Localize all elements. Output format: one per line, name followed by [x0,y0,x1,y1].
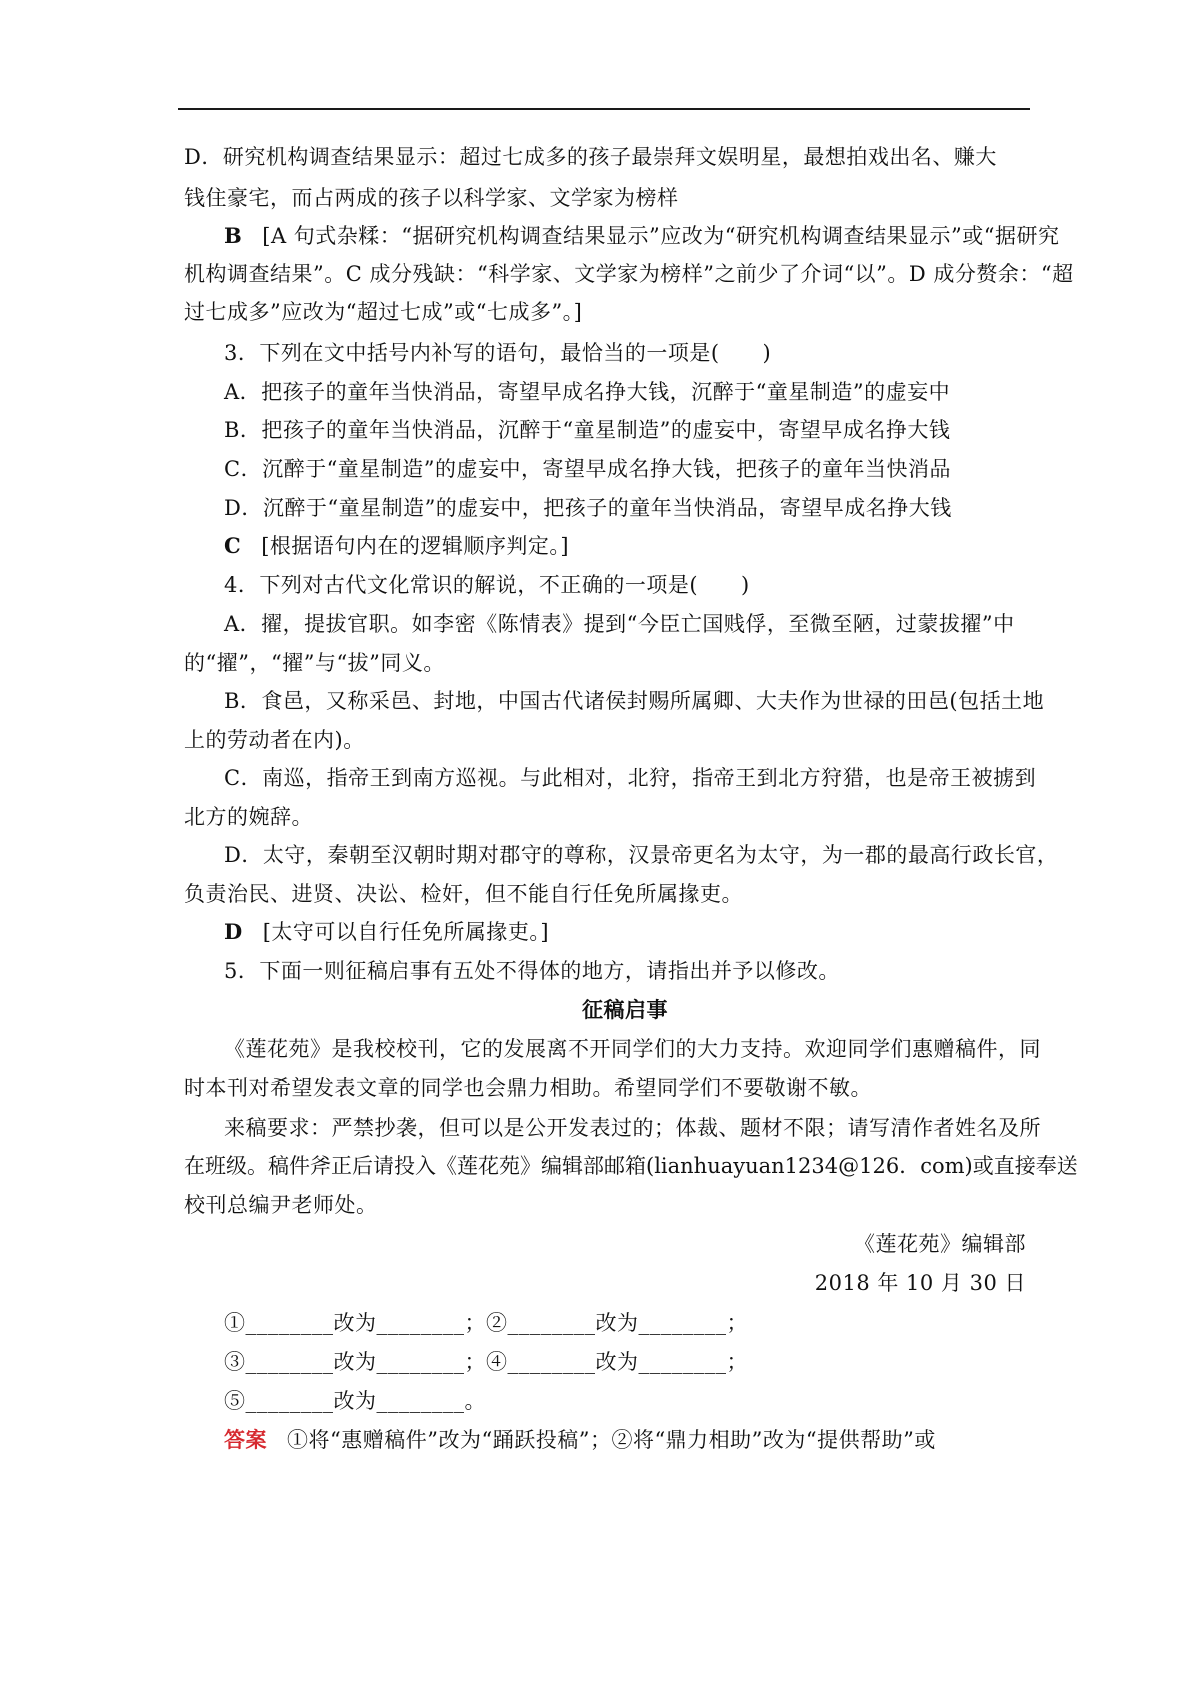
answer-4-text: [太守可以自行任免所属掾吏。] [262,920,550,944]
answer-4 [224,918,1034,946]
question-3-option-d: D．沉醉于“童星制造”的虚妄中，把孩子的童年当快消品，寄望早成名挣大钱 [224,496,952,520]
answer-3-letter: C [224,533,242,558]
question-5: 5．下面一则征稿启事有五处不得体的地方，请指出并予以修改。 [224,959,840,983]
header-rule [178,108,1030,110]
answer-2-line-3: 过七成多”应改为“超过七成”或“七成多”。] [184,300,583,324]
notice-title: 征稿启事 [582,997,668,1022]
answer-4-letter: D [224,919,243,944]
question-4-option-c-line-1: C．南巡，指帝王到南方巡视。与此相对，北狩，指帝王到北方狩猎，也是帝王被掳到 [224,766,1037,790]
answer-5 [224,1426,1034,1454]
question-3-option-c: C．沉醉于“童星制造”的虚妄中，寄望早成名挣大钱，把孩子的童年当快消品 [224,457,952,481]
answer-5-text: ①将“惠赠稿件”改为“踊跃投稿”；②将“鼎力相助”改为“提供帮助”或 [287,1428,936,1452]
question-4-option-b-line-1: B．食邑，又称采邑、封地，中国古代诸侯封赐所属卿、大夫作为世禄的田邑(包括土地 [224,689,1045,713]
answer-label: 答案 [224,1427,267,1452]
notice-para-2-line-3: 校刊总编尹老师处。 [184,1193,378,1217]
question-4-option-d-line-2: 负责治民、进贤、决讼、检奸，但不能自行任免所属掾吏。 [184,882,743,906]
notice-date: 2018 年 10 月 30 日 [814,1271,1026,1295]
question-4-option-c-line-2: 北方的婉辞。 [184,805,313,829]
answer-2-line-1 [224,222,1060,250]
notice-para-2-line-1: 来稿要求：严禁抄袭，但可以是公开发表过的；体裁、题材不限；请写清作者姓名及所 [224,1116,1041,1140]
notice-para-1-line-2: 时本刊对希望发表文章的同学也会鼎力相助。希望同学们不要敬谢不敏。 [184,1076,872,1100]
question-4-option-a-line-2: 的“擢”，“擢”与“拔”同义。 [184,651,445,675]
question-3-option-b: B．把孩子的童年当快消品，沉醉于“童星制造”的虚妄中，寄望早成名挣大钱 [224,418,951,442]
answer-3 [224,532,1034,560]
question-4: 4．下列对古代文化常识的解说，不正确的一项是( ) [224,573,750,597]
question-3: 3．下列在文中括号内补写的语句，最恰当的一项是( ) [224,341,772,365]
question-4-option-a-line-1: A．擢，提拔官职。如李密《陈情表》提到“今臣亡国贱俘，至微至陋，过蒙拔擢”中 [224,612,1015,636]
question-4-option-d-line-1: D．太守，秦朝至汉朝时期对郡守的尊称，汉景帝更名为太守，为一郡的最高行政长官， [224,843,1059,867]
option-d-line-1: D．研究机构调查结果显示：超过七成多的孩子最崇拜文娱明星，最想拍戏出名、赚大 [184,145,997,169]
notice-signature: 《莲花苑》编辑部 [854,1232,1026,1256]
notice-para-2-line-2: 在班级。稿件斧正后请投入《莲花苑》编辑部邮箱(lianhuayuan1234@126．com)或直接奉送 [184,1154,1078,1178]
answer-2-line-2: 机构调查结果”。C 成分残缺：“科学家、文学家为榜样”之前少了介词“以”。D 成分赘余：“超 [184,262,1074,286]
notice-para-1-line-1: 《莲花苑》是我校校刊，它的发展离不开同学们的大力支持。欢迎同学们惠赠稿件，同 [224,1037,1041,1061]
question-4-option-b-line-2: 上的劳动者在内)。 [184,728,365,752]
blank-line-1: ①________改为________；②________改为________； [224,1311,748,1335]
answer-2-letter: B [224,223,243,248]
answer-2-text: [A 句式杂糅：“据研究机构调查结果显示”应改为“研究机构调查结果显示”或“据研究 [262,224,1060,248]
answer-3-text: [根据语句内在的逻辑顺序判定。] [261,534,570,558]
option-d-line-2: 钱住豪宅，而占两成的孩子以科学家、文学家为榜样 [184,186,679,210]
blank-line-3: ⑤________改为________。 [224,1389,486,1413]
blank-line-2: ③________改为________；④________改为________； [224,1350,748,1374]
question-3-option-a: A．把孩子的童年当快消品，寄望早成名挣大钱，沉醉于“童星制造”的虚妄中 [224,380,951,404]
